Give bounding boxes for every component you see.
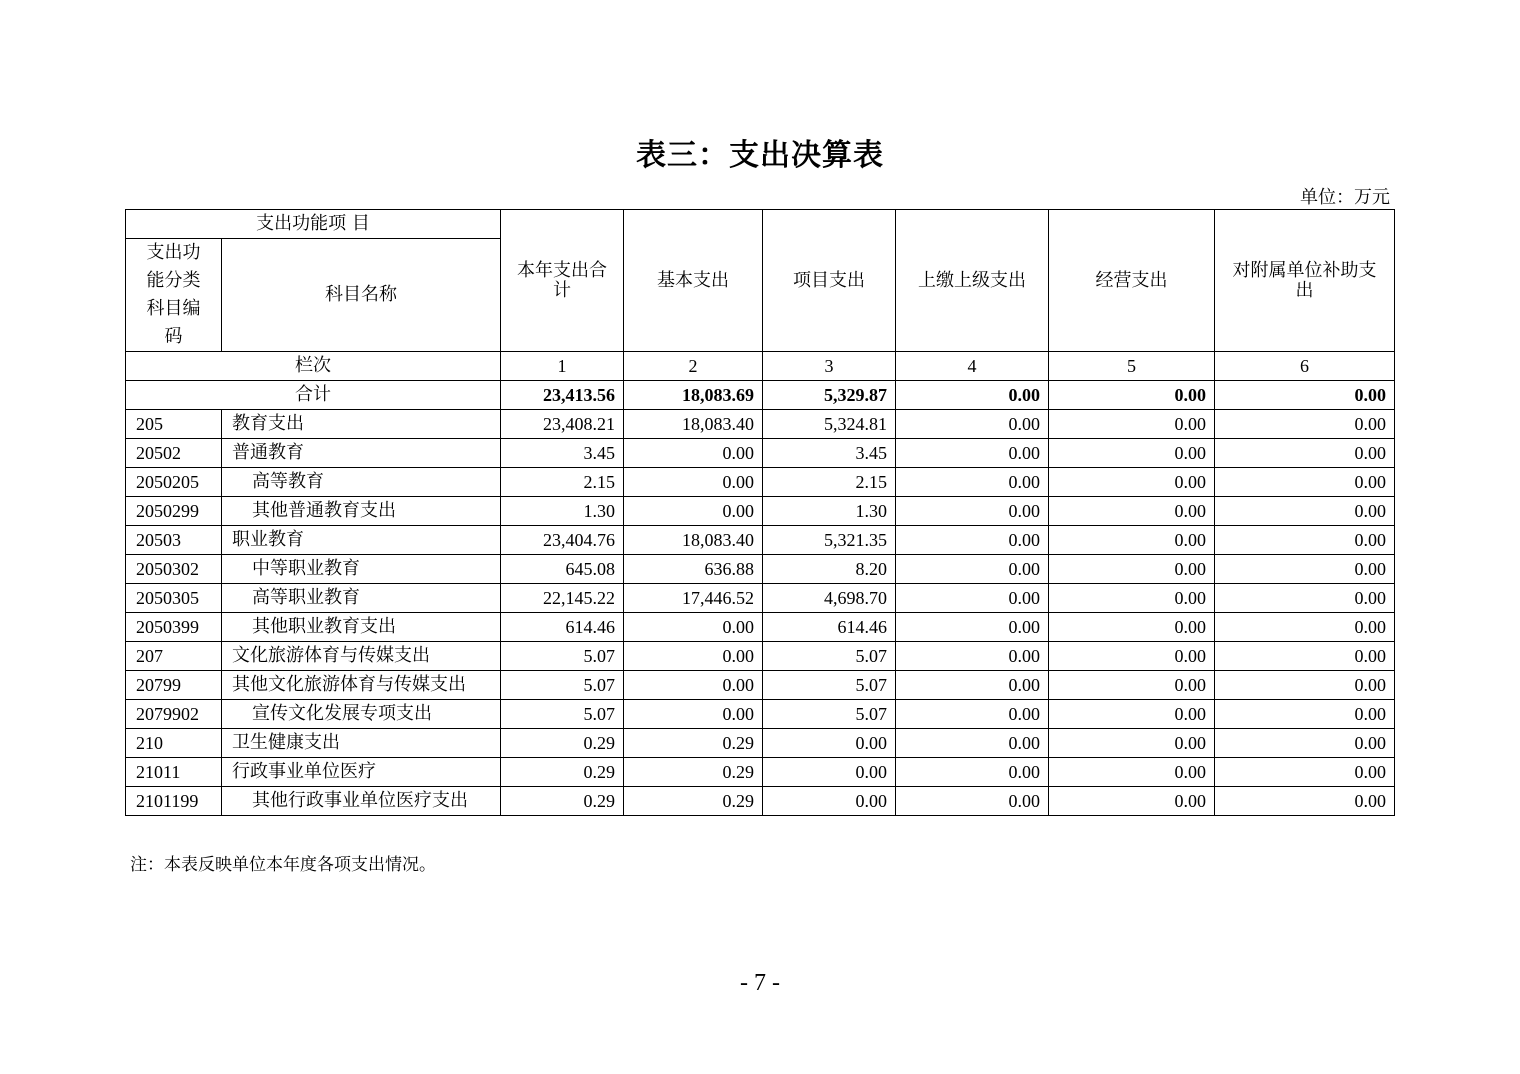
row-value: 0.29 [501, 787, 624, 816]
row-code: 2101199 [126, 787, 222, 816]
row-name: 其他职业教育支出 [222, 613, 501, 642]
row-value: 0.00 [1215, 439, 1395, 468]
row-value: 0.00 [1049, 410, 1215, 439]
row-value: 0.00 [1049, 729, 1215, 758]
row-value: 0.00 [896, 584, 1049, 613]
row-value: 0.00 [624, 468, 763, 497]
column-index-1: 1 [501, 352, 624, 381]
row-value: 23,408.21 [501, 410, 624, 439]
column-index-row [126, 352, 1395, 381]
row-name: 教育支出 [222, 410, 501, 439]
row-code: 20799 [126, 671, 222, 700]
column-index-2: 2 [624, 352, 763, 381]
row-value: 614.46 [501, 613, 624, 642]
table-note: 注：本表反映单位本年度各项支出情况。 [130, 855, 436, 875]
row-value: 0.29 [624, 758, 763, 787]
row-value: 0.00 [1215, 729, 1395, 758]
row-value: 0.29 [624, 787, 763, 816]
row-value: 0.00 [624, 700, 763, 729]
row-value: 0.00 [1215, 526, 1395, 555]
row-value: 0.29 [624, 729, 763, 758]
row-value: 5.07 [763, 671, 896, 700]
row-name: 宣传文化发展专项支出 [222, 700, 501, 729]
row-value: 18,083.40 [624, 526, 763, 555]
row-value: 0.29 [501, 729, 624, 758]
row-value: 0.00 [1215, 758, 1395, 787]
table-row [126, 642, 1395, 671]
row-value: 4,698.70 [763, 584, 896, 613]
total-value: 5,329.87 [763, 381, 896, 410]
row-value: 0.00 [1049, 468, 1215, 497]
row-value: 0.00 [1049, 613, 1215, 642]
row-value: 0.00 [1215, 787, 1395, 816]
row-value: 5,321.35 [763, 526, 896, 555]
table-row [126, 700, 1395, 729]
row-name: 普通教育 [222, 439, 501, 468]
row-code: 21011 [126, 758, 222, 787]
row-value: 0.00 [1049, 787, 1215, 816]
total-row [126, 381, 1395, 410]
row-name: 卫生健康支出 [222, 729, 501, 758]
row-value: 0.00 [896, 555, 1049, 584]
column-index-3: 3 [763, 352, 896, 381]
row-name: 其他文化旅游体育与传媒支出 [222, 671, 501, 700]
table-row [126, 555, 1395, 584]
table-row [126, 439, 1395, 468]
total-label: 合计 [126, 381, 501, 410]
table-row [126, 584, 1395, 613]
page-title: 表三：支出决算表 [636, 138, 884, 173]
column-index-4: 4 [896, 352, 1049, 381]
row-value: 0.00 [1215, 642, 1395, 671]
table-row [126, 787, 1395, 816]
row-value: 614.46 [763, 613, 896, 642]
row-code: 2050305 [126, 584, 222, 613]
row-value: 0.00 [624, 497, 763, 526]
row-value: 0.00 [1215, 700, 1395, 729]
header-group: 支出功能项 目 [126, 210, 501, 239]
row-value: 0.00 [1215, 497, 1395, 526]
row-value: 0.00 [1215, 555, 1395, 584]
row-value: 0.00 [763, 729, 896, 758]
header-col-6: 对附属单位补助支出 [1215, 210, 1395, 352]
row-name: 高等职业教育 [222, 584, 501, 613]
row-value: 0.00 [624, 671, 763, 700]
row-value: 3.45 [501, 439, 624, 468]
row-value: 636.88 [624, 555, 763, 584]
total-value: 0.00 [896, 381, 1049, 410]
row-value: 0.00 [1049, 671, 1215, 700]
total-value: 0.00 [1049, 381, 1215, 410]
header-col-3: 项目支出 [763, 210, 896, 352]
row-value: 0.00 [896, 497, 1049, 526]
row-value: 0.00 [1049, 584, 1215, 613]
row-name: 中等职业教育 [222, 555, 501, 584]
header-col-5: 经营支出 [1049, 210, 1215, 352]
row-value: 0.00 [1215, 671, 1395, 700]
row-value: 645.08 [501, 555, 624, 584]
row-name: 职业教育 [222, 526, 501, 555]
row-value: 18,083.40 [624, 410, 763, 439]
row-value: 0.00 [1049, 555, 1215, 584]
row-name: 其他行政事业单位医疗支出 [222, 787, 501, 816]
row-value: 5.07 [763, 700, 896, 729]
row-code: 205 [126, 410, 222, 439]
row-value: 0.00 [896, 439, 1049, 468]
header-col-1: 本年支出合计 [501, 210, 624, 352]
table-row [126, 468, 1395, 497]
unit-label: 单位：万元 [1300, 187, 1390, 208]
row-value: 5.07 [763, 642, 896, 671]
row-value: 0.00 [1049, 642, 1215, 671]
row-value: 0.00 [1049, 497, 1215, 526]
column-index-6: 6 [1215, 352, 1395, 381]
header-col-2: 基本支出 [624, 210, 763, 352]
row-value: 0.00 [624, 613, 763, 642]
table-row [126, 729, 1395, 758]
row-value: 0.00 [896, 758, 1049, 787]
row-value: 23,404.76 [501, 526, 624, 555]
row-value: 0.00 [896, 468, 1049, 497]
row-value: 5.07 [501, 671, 624, 700]
total-value: 18,083.69 [624, 381, 763, 410]
row-code: 20503 [126, 526, 222, 555]
row-value: 0.00 [896, 410, 1049, 439]
table-row [126, 758, 1395, 787]
row-code: 207 [126, 642, 222, 671]
row-value: 5,324.81 [763, 410, 896, 439]
row-value: 0.00 [1049, 700, 1215, 729]
row-value: 17,446.52 [624, 584, 763, 613]
row-value: 22,145.22 [501, 584, 624, 613]
row-value: 0.00 [1049, 439, 1215, 468]
row-value: 0.00 [896, 787, 1049, 816]
header-code: 支出功能分类科目编码 [126, 239, 222, 352]
row-value: 0.00 [1049, 526, 1215, 555]
table-row [126, 410, 1395, 439]
row-value: 0.00 [1215, 410, 1395, 439]
row-value: 0.00 [624, 439, 763, 468]
row-value: 0.00 [1215, 468, 1395, 497]
row-value: 1.30 [501, 497, 624, 526]
row-value: 5.07 [501, 642, 624, 671]
row-value: 8.20 [763, 555, 896, 584]
row-value: 0.00 [624, 642, 763, 671]
row-value: 2.15 [763, 468, 896, 497]
page-number: - 7 - [740, 970, 780, 996]
row-value: 2.15 [501, 468, 624, 497]
row-value: 0.00 [1049, 758, 1215, 787]
column-index-label: 栏次 [126, 352, 501, 381]
row-name: 文化旅游体育与传媒支出 [222, 642, 501, 671]
row-value: 0.00 [763, 758, 896, 787]
row-name: 高等教育 [222, 468, 501, 497]
row-code: 2050299 [126, 497, 222, 526]
row-code: 2050399 [126, 613, 222, 642]
total-value: 23,413.56 [501, 381, 624, 410]
column-index-5: 5 [1049, 352, 1215, 381]
table-row [126, 613, 1395, 642]
row-value: 3.45 [763, 439, 896, 468]
row-value: 0.00 [896, 700, 1049, 729]
row-value: 5.07 [501, 700, 624, 729]
row-code: 2079902 [126, 700, 222, 729]
row-code: 20502 [126, 439, 222, 468]
row-name: 其他普通教育支出 [222, 497, 501, 526]
row-value: 0.00 [896, 613, 1049, 642]
row-value: 0.00 [763, 787, 896, 816]
row-value: 0.00 [896, 642, 1049, 671]
row-code: 210 [126, 729, 222, 758]
row-code: 2050302 [126, 555, 222, 584]
total-value: 0.00 [1215, 381, 1395, 410]
table-row [126, 497, 1395, 526]
row-value: 0.29 [501, 758, 624, 787]
row-value: 0.00 [1215, 584, 1395, 613]
expenditure-table [125, 209, 1395, 816]
row-value: 0.00 [896, 526, 1049, 555]
row-code: 2050205 [126, 468, 222, 497]
row-value: 0.00 [1215, 613, 1395, 642]
row-value: 0.00 [896, 671, 1049, 700]
table-row [126, 671, 1395, 700]
row-value: 1.30 [763, 497, 896, 526]
row-name: 行政事业单位医疗 [222, 758, 501, 787]
header-name: 科目名称 [222, 239, 501, 352]
row-value: 0.00 [896, 729, 1049, 758]
table-row [126, 526, 1395, 555]
header-col-4: 上缴上级支出 [896, 210, 1049, 352]
